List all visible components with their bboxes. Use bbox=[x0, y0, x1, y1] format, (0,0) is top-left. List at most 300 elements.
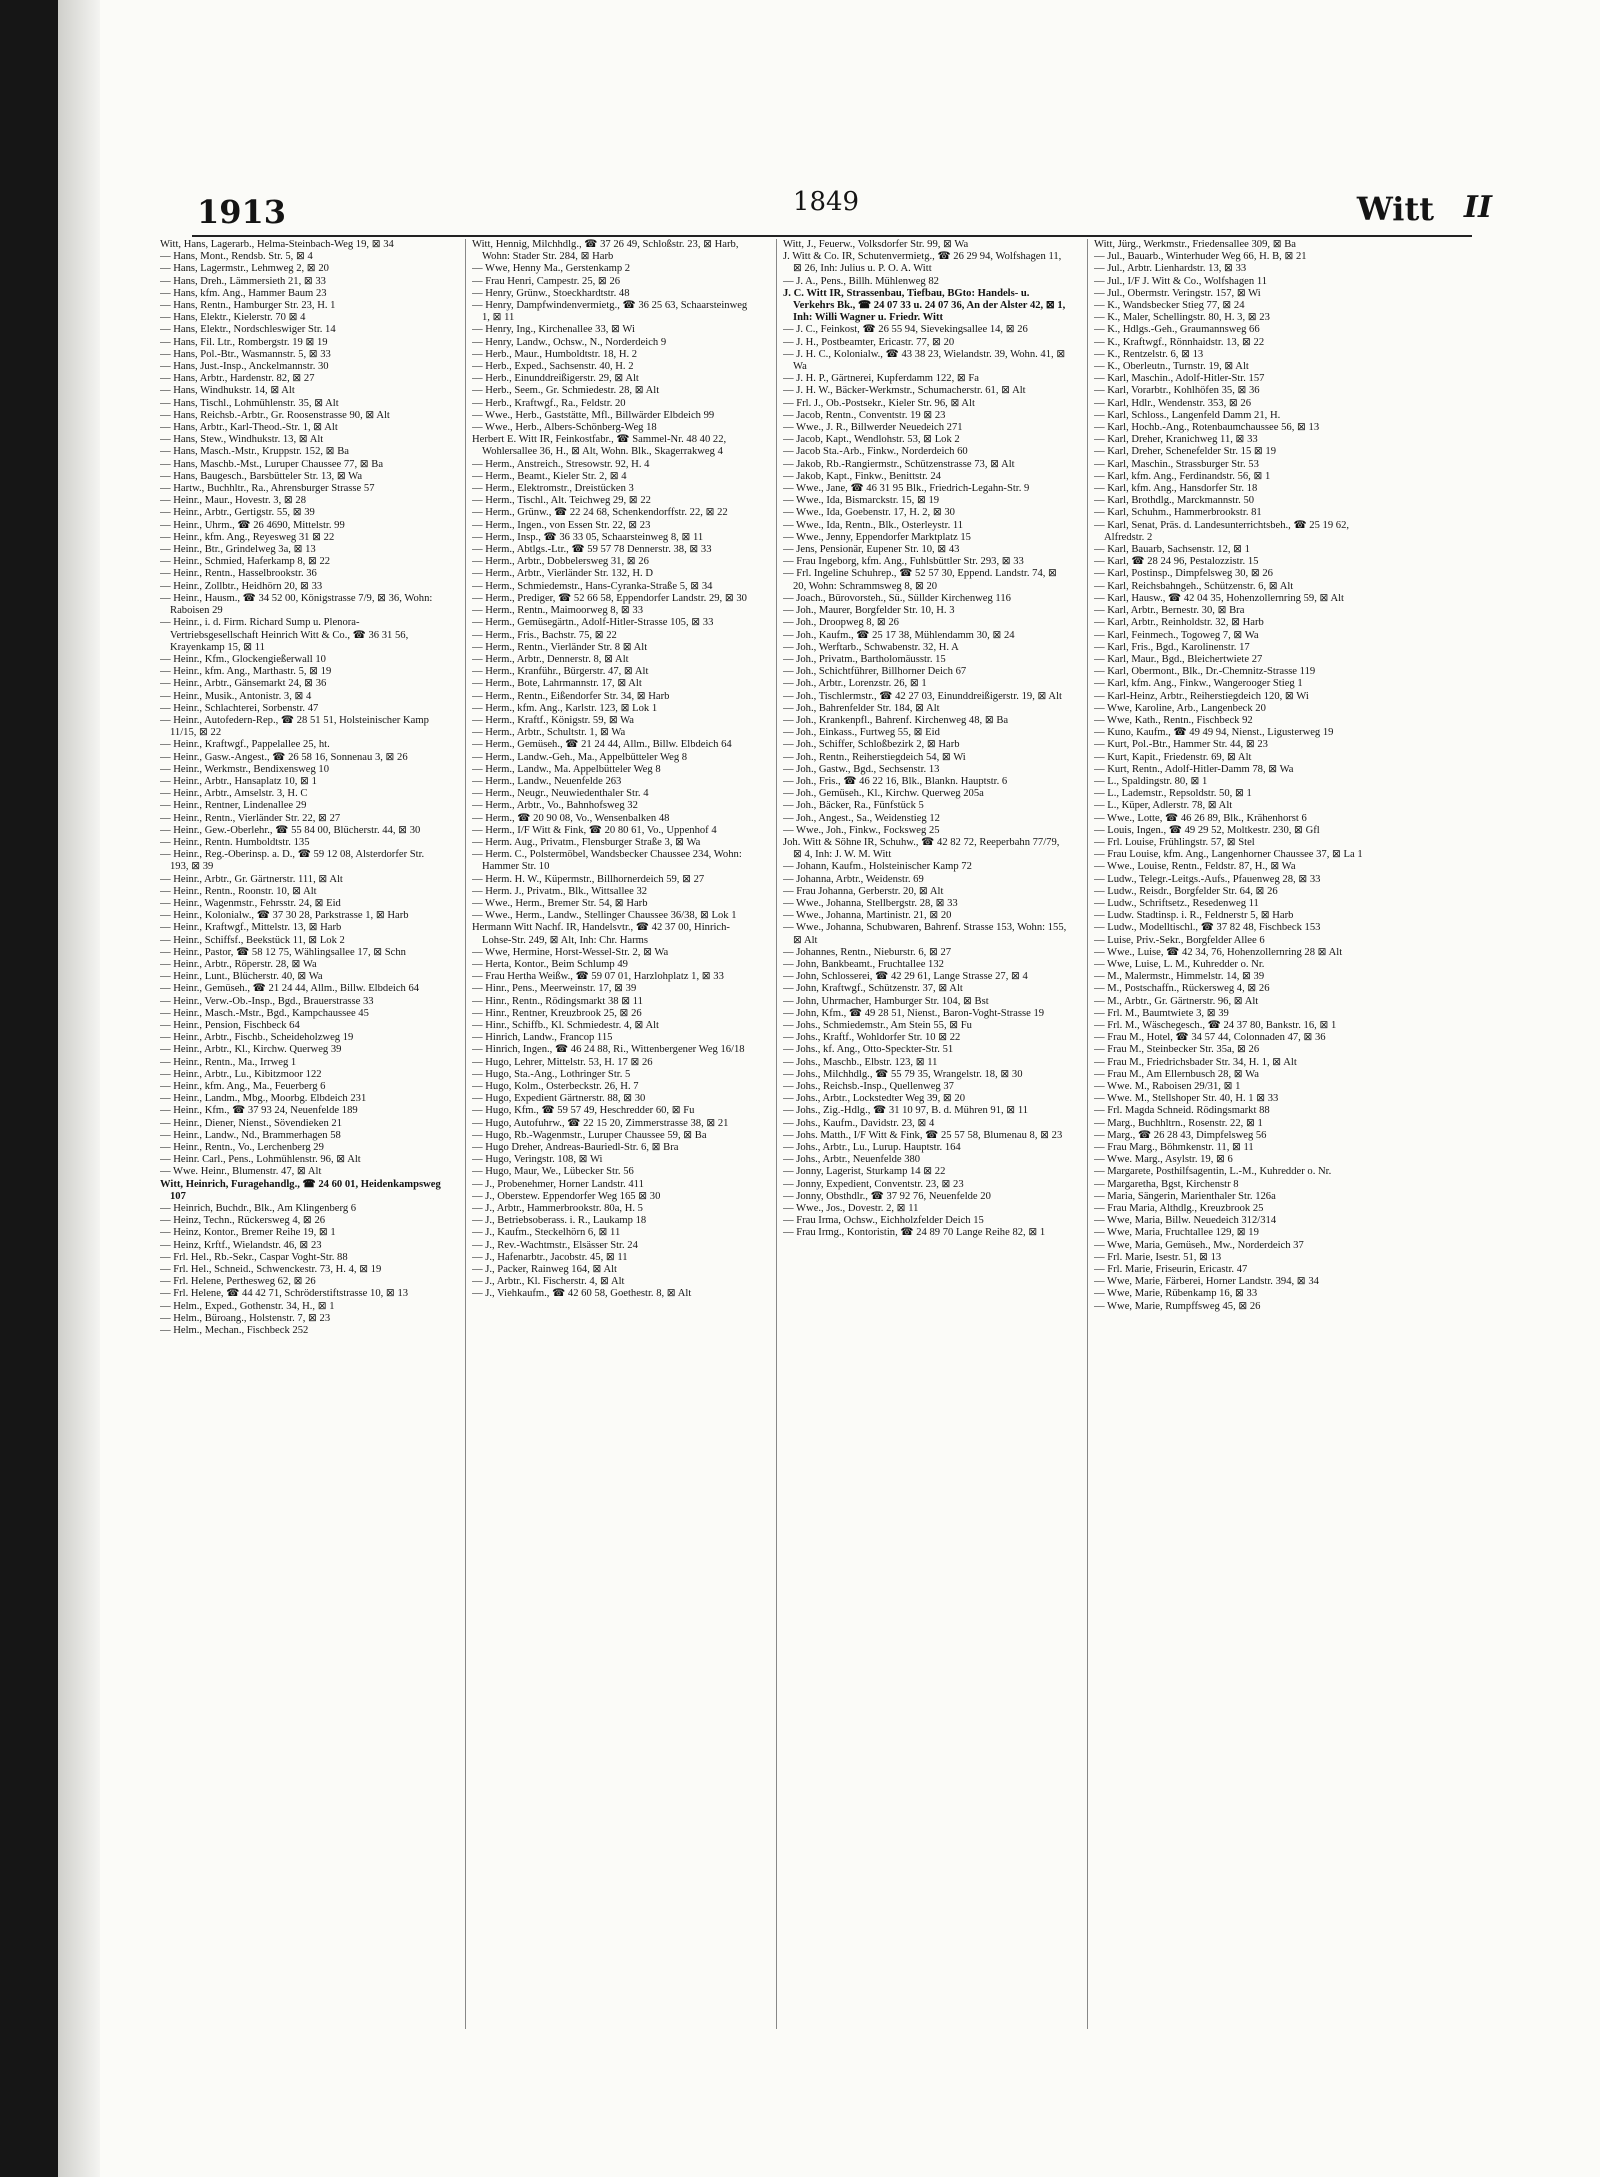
directory-entry: — Hans, Mont., Rendsb. Str. 5, ⊠ 4 bbox=[160, 251, 313, 263]
directory-entry: — J., Arbtr., Kl. Fischerstr. 4, ⊠ Alt bbox=[472, 1276, 625, 1288]
directory-entry: — Joach., Bürovorsteh., Sü., Süllder Kirchenweg 116 bbox=[783, 592, 1011, 604]
directory-entry: — Wwe. Heinr., Blumenstr. 47, ⊠ Alt bbox=[160, 1166, 322, 1178]
directory-entry: — Herm., I/F Witt & Fink, ☎ 20 80 61, Vo., Uppenhof 4 bbox=[472, 824, 717, 836]
directory-entry: — Herm., Beamt., Kieler Str. 2, ⊠ 4 bbox=[472, 470, 627, 482]
directory-entry: — Herm., Landw., Neuenfelde 263 bbox=[472, 775, 622, 787]
directory-entry: — Karl, Maschin., Strassburger Str. 53 bbox=[1094, 458, 1259, 470]
directory-entry: — Johanna, Arbtr., Weidenstr. 69 bbox=[783, 873, 924, 885]
directory-entry: — Jonny, Obsthdlr., ☎ 37 92 76, Neuenfelde 20 bbox=[783, 1190, 991, 1202]
directory-entry: — Frl. J., Ob.-Postsekr., Kieler Str. 96, ⊠ Alt bbox=[783, 397, 975, 409]
directory-entry: — Hans, Rentn., Hamburger Str. 23, H. 1 bbox=[160, 300, 336, 312]
page-header bbox=[132, 175, 1552, 235]
directory-entry: — Heinr., Werkmstr., Bendixensweg 10 bbox=[160, 763, 330, 775]
directory-entry: — Hugo, Maur, We., Lübecker Str. 56 bbox=[472, 1166, 634, 1178]
directory-entry: — Frau Ingeborg, kfm. Ang., Fuhlsbüttler Str. 293, ⊠ 33 bbox=[783, 556, 1024, 568]
directory-entry: — Hugo, Kolm., Osterbeckstr. 26, H. 7 bbox=[472, 1081, 639, 1093]
directory-entry: — Frl. Helene, ☎ 44 42 71, Schröderstiftstrasse 10, ⊠ 13 bbox=[160, 1288, 409, 1300]
directory-entry: — Hugo, Autofuhrw., ☎ 22 15 20, Zimmerstrasse 38, ⊠ 21 bbox=[472, 1117, 729, 1129]
directory-entry: — Karl, Hdlr., Wendenstr. 353, ⊠ 26 bbox=[1094, 397, 1252, 409]
directory-entry: — Herb., Exped., Sachsenstr. 40, H. 2 bbox=[472, 361, 634, 373]
directory-page bbox=[132, 175, 1552, 2055]
directory-entry: — Joh., Gemüseh., Kl., Kirchw. Querweg 205a bbox=[783, 788, 984, 800]
directory-entry: J. Witt & Co. IR, Schutenvermietg., ☎ 26 29 94, Wolfshagen 11, ⊠ 26, Inh: Julius u. P. O. A. Witt bbox=[783, 251, 1062, 275]
column-divider bbox=[1087, 239, 1088, 2029]
directory-entry: — Ludw., Reisdr., Borgfelder Str. 64, ⊠ 26 bbox=[1094, 885, 1278, 897]
directory-entry: — Johs., kf. Ang., Otto-Speckter-Str. 51 bbox=[783, 1044, 954, 1056]
directory-entry: — Jul., Bauarb., Winterhuder Weg 66, H. B, ⊠ 21 bbox=[1094, 251, 1307, 263]
directory-entry: — Wwe, Maria, Fruchtallee 129, ⊠ 19 bbox=[1094, 1227, 1259, 1239]
directory-entry: — Wwe., Joh., Finkw., Focksweg 25 bbox=[783, 824, 940, 836]
directory-entry: — Heinr., Hausm., ☎ 34 52 00, Königstrasse 7/9, ⊠ 36, Wohn: Raboisen 29 bbox=[160, 592, 433, 617]
directory-entry: — Heinr., kfm. Ang., Reyesweg 31 ⊠ 22 bbox=[160, 531, 335, 543]
directory-entry: — Johs., Maschb., Elbstr. 123, ⊠ 11 bbox=[783, 1056, 938, 1068]
directory-entry: — Joh., Arbtr., Lorenzstr. 26, ⊠ 1 bbox=[783, 678, 927, 690]
directory-entry: — Heinr., Arbtr., Lu., Kibitzmoor 122 bbox=[160, 1068, 322, 1080]
directory-entry: — Frl. Louise, Frühlingstr. 57, ⊠ Stel bbox=[1094, 836, 1255, 848]
directory-entry: — Wwe. Marg., Asylstr. 19, ⊠ 6 bbox=[1094, 1154, 1233, 1166]
directory-entry: — Wwe. M., Raboisen 29/31, ⊠ 1 bbox=[1094, 1081, 1241, 1093]
directory-entry: — Herm. H. W., Küpermstr., Billhornerdeich 59, ⊠ 27 bbox=[472, 873, 705, 885]
directory-entry: — Wwe, Karoline, Arb., Langenbeck 20 bbox=[1094, 702, 1266, 714]
directory-entry: — Heinr., Arbtr., Kl., Kirchw. Querweg 39 bbox=[160, 1044, 342, 1056]
directory-entry: — Heinz, Techn., Rückersweg 4, ⊠ 26 bbox=[160, 1215, 326, 1227]
directory-entry: — Karl, Dreher, Schenefelder Str. 15 ⊠ 19 bbox=[1094, 446, 1277, 458]
directory-entry: — K., Kraftwgf., Rönnhaidstr. 13, ⊠ 22 bbox=[1094, 336, 1265, 348]
directory-entry: — Hugo, Kfm., ☎ 59 57 49, Heschredder 60, ⊠ Fu bbox=[472, 1105, 695, 1117]
directory-entry: — Hugo, Lehrer, Mittelstr. 53, H. 17 ⊠ 26 bbox=[472, 1056, 653, 1068]
directory-entry: — Herta, Kontor., Beim Schlump 49 bbox=[472, 958, 628, 970]
directory-entry: — Frl. Hel., Rb.-Sekr., Caspar Voght-Str. 88 bbox=[160, 1251, 348, 1263]
directory-entry: — Heinrich, Buchdr., Blk., Am Klingenberg 6 bbox=[160, 1203, 357, 1215]
directory-entry: — John, Kfm., ☎ 49 28 51, Nienst., Baron-Voght-Strasse 19 bbox=[783, 1007, 1045, 1019]
directory-entry: — Heinr., Verw.-Ob.-Insp., Bgd., Brauerstrasse 33 bbox=[160, 995, 374, 1007]
directory-entry: — Heinr., Zollbtr., Heidhörn 20, ⊠ 33 bbox=[160, 580, 323, 592]
directory-entry: — J., Arbtr., Hammerbrookstr. 80a, H. 5 bbox=[472, 1203, 643, 1215]
directory-entry: — Henry, Grünw., Stoeckhardtstr. 48 bbox=[472, 287, 630, 299]
directory-entry: — Wwe., J. R., Billwerder Neuedeich 271 bbox=[783, 422, 963, 434]
directory-entry: — Herm., Landw.-Geh., Ma., Appelbütteler Weg 8 bbox=[472, 751, 688, 763]
column-4 bbox=[1094, 239, 1379, 2039]
directory-entry: — Herm., Bote, Lahrmannstr. 17, ⊠ Alt bbox=[472, 678, 642, 690]
directory-entry: — Hans, Stew., Windhukstr. 13, ⊠ Alt bbox=[160, 434, 324, 446]
directory-entry: — Wwe., Jenny, Eppendorfer Marktplatz 15 bbox=[783, 531, 971, 543]
directory-entry: — Wwe., Johanna, Stellbergstr. 28, ⊠ 33 bbox=[783, 897, 958, 909]
directory-entry: — Wwe., Luise, ☎ 42 34, 76, Hohenzollernring 28 ⊠ Alt bbox=[1094, 946, 1343, 958]
directory-entry: — Frau Hertha Weißw., ☎ 59 07 01, Harzlohplatz 1, ⊠ 33 bbox=[472, 971, 724, 983]
directory-entry: — Heinr., Arbtr., Hansaplatz 10, ⊠ 1 bbox=[160, 775, 317, 787]
column-1 bbox=[160, 239, 445, 2039]
directory-entry: — Jonny, Expedient, Conventstr. 23, ⊠ 23 bbox=[783, 1178, 964, 1190]
directory-entry: — M., Postschaffn., Rückersweg 4, ⊠ 26 bbox=[1094, 983, 1270, 995]
directory-entry: — Heinr., Kraftwgf., Mittelstr. 13, ⊠ Harb bbox=[160, 922, 342, 934]
directory-entry: — Joh., Maurer, Borgfelder Str. 10, H. 3 bbox=[783, 605, 955, 617]
directory-entry: — Heinr., Landm., Mbg., Moorbg. Elbdeich 231 bbox=[160, 1093, 367, 1105]
directory-entry: — Joh., Einkass., Furtweg 55, ⊠ Eid bbox=[783, 727, 940, 739]
directory-entry: — Joh., Bahrenfelder Str. 184, ⊠ Alt bbox=[783, 702, 940, 714]
directory-entry: — Heinr., Schlachterei, Sorbenstr. 47 bbox=[160, 702, 319, 714]
directory-entry: — Hans, Pol.-Btr., Wasmannstr. 5, ⊠ 33 bbox=[160, 348, 331, 360]
header-page-number: 1849 bbox=[792, 187, 860, 217]
directory-entry: — Karl, Vorarbtr., Kohlhöfen 35, ⊠ 36 bbox=[1094, 385, 1260, 397]
directory-entry: Witt, Jürg., Werkmstr., Friedensallee 309, ⊠ Ba bbox=[1094, 239, 1296, 250]
directory-entry: — Henry, Landw., Ochsw., N., Norderdeich 9 bbox=[472, 336, 667, 348]
directory-entry: — Joh., Droopweg 8, ⊠ 26 bbox=[783, 617, 899, 629]
directory-entry: — Kuno, Kaufm., ☎ 49 49 94, Nienst., Ligusterweg 19 bbox=[1094, 727, 1334, 739]
directory-entry: — Karl, Arbtr., Bernestr. 30, ⊠ Bra bbox=[1094, 605, 1245, 617]
directory-entry: — Jakob, Kapt., Finkw., Benittstr. 24 bbox=[783, 470, 941, 482]
directory-entry: — Jul., I/F J. Witt & Co., Wolfshagen 11 bbox=[1094, 275, 1268, 287]
directory-entry: — Wwe, Marie, Färberei, Horner Landstr. 394, ⊠ 34 bbox=[1094, 1276, 1319, 1288]
directory-entry: — Frau M., Am Ellernbusch 28, ⊠ Wa bbox=[1094, 1068, 1259, 1080]
directory-entry: — Hans, Baugesch., Barsbütteler Str. 13, ⊠ Wa bbox=[160, 470, 363, 482]
directory-entry: — Heinr., Arbtr., Röperstr. 28, ⊠ Wa bbox=[160, 958, 317, 970]
directory-entry: — Herm., Anstreich., Stresowstr. 92, H. 4 bbox=[472, 458, 650, 470]
directory-entry: — Hinr., Rentn., Rödingsmarkt 38 ⊠ 11 bbox=[472, 995, 643, 1007]
directory-entry: — Wwe, Maria, Billw. Neuedeich 312/314 bbox=[1094, 1215, 1277, 1227]
directory-entry: — J., Oberstew. Eppendorfer Weg 165 ⊠ 30 bbox=[472, 1190, 661, 1202]
directory-entry: — Hartw., Buchhltr., Ra., Ahrensburger Strasse 57 bbox=[160, 483, 375, 495]
directory-entry: — Hans, Dreh., Lämmersieth 21, ⊠ 33 bbox=[160, 275, 326, 287]
directory-entry: Herbert E. Witt IR, Feinkostfabr., ☎ Sammel-Nr. 48 40 22, Wohlersallee 36, H., ⊠ Alt, Wohn. Blk., Skagerrakweg 4 bbox=[472, 434, 727, 458]
directory-entry: — Wwe., Herb., Albers-Schönberg-Weg 18 bbox=[472, 422, 657, 434]
directory-entry: — Kurt, Kapit., Friedenstr. 69, ⊠ Alt bbox=[1094, 751, 1252, 763]
directory-entry: — Joh., Fris., ☎ 46 22 16, Blk., Blankn. Hauptstr. 6 bbox=[783, 775, 1008, 787]
directory-entry: — Johs., Kraftf., Wohldorfer Str. 10 ⊠ 22 bbox=[783, 1032, 961, 1044]
directory-entry: — Johs., Schmiedemstr., Am Stein 55, ⊠ Fu bbox=[783, 1020, 972, 1031]
directory-entry: — Heinr., Gasw.-Angest., ☎ 26 58 16, Sonnenau 3, ⊠ 26 bbox=[160, 751, 408, 763]
directory-entry: — J. C., Feinkost, ☎ 26 55 94, Sievekingsallee 14, ⊠ 26 bbox=[783, 324, 1028, 336]
directory-entry: — L., Lademstr., Repsoldstr. 50, ⊠ 1 bbox=[1094, 788, 1252, 800]
directory-entry: — Karl, Arbtr., Reinholdstr. 32, ⊠ Harb bbox=[1094, 617, 1264, 629]
directory-entry: — Herb., Kraftwgf., Ra., Feldstr. 20 bbox=[472, 397, 626, 409]
directory-entry: — Wwe, Henny Ma., Gerstenkamp 2 bbox=[472, 263, 631, 275]
directory-entry: — J. H. W., Bäcker-Werkmstr., Schumacherstr. 61, ⊠ Alt bbox=[783, 385, 1026, 397]
directory-entry: — Wwe., Ida, Bismarckstr. 15, ⊠ 19 bbox=[783, 495, 940, 507]
directory-entry: — Herb., Einunddreißigerstr. 29, ⊠ Alt bbox=[472, 373, 639, 385]
directory-entry: — J., Hafenarbtr., Jacobstr. 45, ⊠ 11 bbox=[472, 1251, 628, 1263]
directory-entry: — Heinr., Reg.-Oberinsp. a. D., ☎ 59 12 08, Alsterdorfer Str. 193, ⊠ 39 bbox=[160, 849, 425, 873]
directory-entry: — Heinr., Arbtr., Amselstr. 3, H. C bbox=[160, 788, 308, 800]
directory-entry: — Heinr., Uhrm., ☎ 26 4690, Mittelstr. 99 bbox=[160, 519, 345, 531]
directory-entry: — Herm., Kraftf., Königstr. 59, ⊠ Wa bbox=[472, 714, 634, 726]
directory-entry: — Heinr., Wagenmstr., Fehrsstr. 24, ⊠ Eid bbox=[160, 897, 341, 909]
directory-entry: — Wwe, Marie, Rübenkamp 16, ⊠ 33 bbox=[1094, 1288, 1258, 1300]
directory-entry: — Wwe., Herm., Landw., Stellinger Chaussee 36/38, ⊠ Lok 1 bbox=[472, 910, 737, 922]
directory-entry: — Herm., Rentn., Maimoorweg 8, ⊠ 33 bbox=[472, 605, 643, 617]
directory-entry: — Johannes, Rentn., Nieburstr. 6, ⊠ 27 bbox=[783, 946, 952, 958]
directory-entry: J. C. Witt IR, Strassenbau, Tiefbau, BGto: Handels- u. Verkehrs Bk., ☎ 24 07 33 u. 24 07 36, An der Alster 42, ⊠ 1, Inh: Willi Wagner u. Friedr. Witt bbox=[783, 287, 1066, 324]
directory-entry: — Frau Johanna, Gerberstr. 20, ⊠ Alt bbox=[783, 885, 944, 897]
directory-entry: — Heinr., Kraftwgf., Pappelallee 25, ht. bbox=[160, 739, 330, 751]
directory-entry: — Heinr., Arbtr., Gänsemarkt 24, ⊠ 36 bbox=[160, 678, 327, 690]
directory-entry: — Joh., Tischlermstr., ☎ 42 27 03, Einunddreißigerstr. 19, ⊠ Alt bbox=[783, 690, 1062, 702]
directory-entry: Witt, Hennig, Milchhdlg., ☎ 37 26 49, Schloßstr. 23, ⊠ Harb, Wohn: Stader Str. 284, ⊠ Harb bbox=[472, 239, 739, 263]
directory-entry: — Herm., Fris., Bachstr. 75, ⊠ 22 bbox=[472, 629, 617, 641]
directory-entry: — Heinr., Arbtr., Gertigstr. 55, ⊠ 39 bbox=[160, 507, 315, 519]
header-keyword: Witt bbox=[1356, 190, 1434, 228]
directory-entry: — Heinr., Rentn. Humboldtstr. 135 bbox=[160, 836, 310, 848]
directory-entry: — Herm., Prediger, ☎ 52 66 58, Eppendorfer Landstr. 29, ⊠ 30 bbox=[472, 592, 747, 604]
directory-entry: — Herb., Maur., Humboldtstr. 18, H. 2 bbox=[472, 348, 638, 360]
directory-entry: — J., Probenehmer, Horner Landstr. 411 bbox=[472, 1178, 644, 1190]
directory-entry: — Karl, Senat, Präs. d. Landesunterrichtsbeh., ☎ 25 19 62, Alfredstr. 2 bbox=[1094, 519, 1350, 543]
directory-entry: — Heinr., Rentn., Vo., Lerchenberg 29 bbox=[160, 1142, 324, 1154]
directory-entry: — Herm., Schmiedemstr., Hans-Cyranka-Straße 5, ⊠ 34 bbox=[472, 580, 713, 592]
directory-entry: — Hans, Arbtr., Karl-Theod.-Str. 1, ⊠ Alt bbox=[160, 422, 338, 434]
directory-entry: — Herb., Seem., Gr. Schmiedestr. 28, ⊠ Alt bbox=[472, 385, 660, 397]
directory-entry: — Heinr., Maur., Hovestr. 3, ⊠ 28 bbox=[160, 495, 306, 507]
directory-entry: — Hugo, Veringstr. 108, ⊠ Wi bbox=[472, 1154, 603, 1166]
directory-entry: — Heinr., Pension, Fischbeck 64 bbox=[160, 1020, 300, 1031]
directory-entry: — Heinr., Kfm., Glockengießerwall 10 bbox=[160, 653, 326, 665]
directory-entry: — John, Uhrmacher, Hamburger Str. 104, ⊠ Bst bbox=[783, 995, 989, 1007]
directory-entry: — Karl, Schuhm., Hammerbrookstr. 81 bbox=[1094, 507, 1262, 519]
directory-entry: — Hans, Windhukstr. 14, ⊠ Alt bbox=[160, 385, 295, 397]
directory-entry: — Margaretha, Bgst, Kirchenstr 8 bbox=[1094, 1178, 1239, 1190]
directory-entry: — Jacob Sta.-Arb., Finkw., Norderdeich 60 bbox=[783, 446, 968, 458]
directory-entry: — Hugo, Expedient Gärtnerstr. 88, ⊠ 30 bbox=[472, 1093, 646, 1105]
directory-entry: — L., Spaldingstr. 80, ⊠ 1 bbox=[1094, 775, 1208, 787]
directory-entry: — Frl. M., Wäschegesch., ☎ 24 37 80, Bankstr. 16, ⊠ 1 bbox=[1094, 1020, 1337, 1031]
directory-entry: — Helm., Exped., Gothenstr. 34, H., ⊠ 1 bbox=[160, 1300, 335, 1312]
directory-entry: — Hans, Reichsb.-Arbtr., Gr. Roosenstrasse 90, ⊠ Alt bbox=[160, 409, 390, 421]
directory-entry: — Wwe., Jane, ☎ 46 31 95 Blk., Friedrich-Legahn-Str. 9 bbox=[783, 483, 1030, 495]
directory-entry: — Ludw., Telegr.-Leitgs.-Aufs., Pfauenweg 28, ⊠ 33 bbox=[1094, 873, 1321, 885]
directory-entry: — Hans, Tischl., Lohmühlenstr. 35, ⊠ Alt bbox=[160, 397, 339, 409]
directory-entry: — Heinr., Gemüseh., ☎ 21 24 44, Allm., Billw. Elbdeich 64 bbox=[160, 983, 420, 995]
directory-entry: — Johs., Arbtr., Neuenfelde 380 bbox=[783, 1154, 921, 1166]
directory-entry: — Margarete, Posthilfsagentin, L.-M., Kuhredder o. Nr. bbox=[1094, 1166, 1332, 1178]
directory-entry: — Wwe, Kath., Rentn., Fischbeck 92 bbox=[1094, 714, 1253, 726]
directory-entry: — Karl, Fris., Bgd., Karolinenstr. 17 bbox=[1094, 641, 1250, 653]
directory-entry: — Joh., Schiffer, Schloßbezirk 2, ⊠ Harb bbox=[783, 739, 960, 751]
directory-entry: — Wwe., Ida, Rentn., Blk., Osterleystr. 11 bbox=[783, 519, 964, 531]
directory-entry: Joh. Witt & Söhne IR, Schuhw., ☎ 42 82 72, Reeperbahn 77/79, ⊠ 4, Inh: J. W. M. Witt bbox=[783, 836, 1060, 861]
directory-entry: — Joh., Kaufm., ☎ 25 17 38, Mühlendamm 30, ⊠ 24 bbox=[783, 629, 1015, 641]
directory-entry: — J., Viehkaufm., ☎ 42 60 58, Goethestr. 8, ⊠ Alt bbox=[472, 1288, 692, 1300]
directory-entry: — Jonny, Lagerist, Sturkamp 14 ⊠ 22 bbox=[783, 1166, 946, 1178]
directory-entry: — Herm., Arbtr., Vierländer Str. 132, H. D bbox=[472, 568, 654, 580]
directory-entry: — Frau Maria, Althdlg., Kreuzbrook 25 bbox=[1094, 1203, 1264, 1215]
directory-entry: — Karl, Maur., Bgd., Bleichertwiete 27 bbox=[1094, 653, 1263, 665]
directory-entry: — J. A., Pens., Billh. Mühlenweg 82 bbox=[783, 275, 939, 287]
directory-entry: — Heinr., Rentner, Lindenallee 29 bbox=[160, 800, 307, 812]
directory-entry: — Heinr. Carl., Pens., Lohmühlenstr. 96, ⊠ Alt bbox=[160, 1154, 361, 1166]
directory-entry: — Herm., Kranführ., Bürgerstr. 47, ⊠ Alt bbox=[472, 666, 649, 678]
directory-entry: — Jul., Arbtr. Lienhardstr. 13, ⊠ 33 bbox=[1094, 263, 1247, 275]
directory-entry: — Kurt, Pol.-Btr., Hammer Str. 44, ⊠ 23 bbox=[1094, 739, 1268, 751]
directory-entry: — Herm., Landw., Ma. Appelbütteler Weg 8 bbox=[472, 763, 661, 775]
directory-entry: — Hugo, Sta.-Ang., Lothringer Str. 5 bbox=[472, 1068, 631, 1080]
directory-entry: — Wwe., Herm., Bremer Str. 54, ⊠ Harb bbox=[472, 897, 648, 909]
directory-entry: — Helm., Mechan., Fischbeck 252 bbox=[160, 1325, 309, 1337]
directory-entry: — Ludw. Stadtinsp. i. R., Feldnerstr 5, ⊠ Harb bbox=[1094, 910, 1294, 922]
directory-entry: — Heinr., Schmied, Haferkamp 8, ⊠ 22 bbox=[160, 556, 331, 568]
directory-entry: — Frl. Hel., Schneid., Schwenckestr. 73, H. 4, ⊠ 19 bbox=[160, 1264, 382, 1276]
directory-entry: — Hugo, Rb.-Wagenmstr., Luruper Chaussee 59, ⊠ Ba bbox=[472, 1129, 707, 1141]
directory-entry: — Herm., Abtlgs.-Ltr., ☎ 59 57 78 Dennerstr. 38, ⊠ 33 bbox=[472, 544, 712, 556]
directory-entry: Witt, Heinrich, Furagehandlg., ☎ 24 60 01, Heidenkampsweg 107 bbox=[160, 1178, 441, 1202]
directory-entry: — J. H. C., Kolonialw., ☎ 43 38 23, Wielandstr. 39, Wohn. 41, ⊠ Wa bbox=[783, 348, 1066, 373]
directory-entry: — Frl. M., Baumtwiete 3, ⊠ 39 bbox=[1094, 1007, 1229, 1019]
directory-entry: — Frau M., Steinbecker Str. 35a, ⊠ 26 bbox=[1094, 1044, 1260, 1056]
directory-entry: — Joh., Rentn., Reiherstiegdeich 54, ⊠ Wi bbox=[783, 751, 966, 763]
directory-entry: — Herm., Tischl., Alt. Teichweg 29, ⊠ 22 bbox=[472, 495, 651, 507]
directory-entry: — Karl, Dreher, Kranichweg 11, ⊠ 33 bbox=[1094, 434, 1258, 446]
directory-entry: — Heinr., Autofedern-Rep., ☎ 28 51 51, Holsteinischer Kamp 11/15, ⊠ 22 bbox=[160, 714, 429, 739]
directory-entry: — Herm., Arbtr., Schultstr. 1, ⊠ Wa bbox=[472, 727, 626, 739]
directory-entry: — Heinr., Arbtr., Fischb., Scheideholzweg 19 bbox=[160, 1032, 354, 1044]
directory-entry: — Hinrich, Ingen., ☎ 46 24 88, Ri., Wittenbergener Weg 16/18 bbox=[472, 1044, 745, 1056]
directory-entry: — Herm., Arbtr., Vo., Bahnhofsweg 32 bbox=[472, 800, 638, 812]
directory-entry: — Frau M., Hotel, ☎ 34 57 44, Colonnaden 47, ⊠ 36 bbox=[1094, 1032, 1326, 1044]
page-gutter-shadow bbox=[58, 0, 100, 2177]
directory-entry: — Jens, Pensionär, Eupener Str. 10, ⊠ 43 bbox=[783, 544, 960, 556]
directory-entry: — Wwe., Louise, Rentn., Feldstr. 87, H., ⊠ Wa bbox=[1094, 861, 1296, 873]
directory-entry: — K., Wandsbecker Stieg 77, ⊠ 24 bbox=[1094, 300, 1245, 312]
directory-entry: — Wwe., Ida, Goebenstr. 17, H. 2, ⊠ 30 bbox=[783, 507, 955, 519]
directory-entry: — Wwe, Hermine, Horst-Wessel-Str. 2, ⊠ Wa bbox=[472, 946, 669, 958]
directory-entry: — Heinr., Musik., Antonistr. 3, ⊠ 4 bbox=[160, 690, 312, 702]
directory-entry: — Herm. Aug., Privatm., Flensburger Straße 3, ⊠ Wa bbox=[472, 836, 701, 848]
directory-entry: — Hinr., Schiffb., Kl. Schmiedestr. 4, ⊠ Alt bbox=[472, 1020, 660, 1031]
directory-entry: — M., Malermstr., Himmelstr. 14, ⊠ 39 bbox=[1094, 971, 1265, 983]
directory-entry: — Karl, Obermont., Blk., Dr.-Chemnitz-Strasse 119 bbox=[1094, 666, 1316, 678]
directory-entry: — J., Kaufm., Steckelhörn 6, ⊠ 11 bbox=[472, 1227, 621, 1239]
directory-entry: Hermann Witt Nachf. IR, Handelsvtr., ☎ 42 37 00, Hinrich-Lohse-Str. 249, ⊠ Alt, Inh: Chr. Harms bbox=[472, 922, 730, 946]
directory-entry: — Wwe, Luise, L. M., Kuhredder o. Nr. bbox=[1094, 958, 1265, 970]
directory-entry: — Karl, Feinmech., Togoweg 7, ⊠ Wa bbox=[1094, 629, 1259, 641]
directory-entry: — K., Hdlgs.-Geh., Graumannsweg 66 bbox=[1094, 324, 1260, 336]
directory-entry: — Heinr., Kfm., ☎ 37 93 24, Neuenfelde 189 bbox=[160, 1105, 358, 1117]
directory-entry: — Hans, Masch.-Mstr., Kruppstr. 152, ⊠ Ba bbox=[160, 446, 349, 458]
directory-entry: — Karl, Postinsp., Dimpfelsweg 30, ⊠ 26 bbox=[1094, 568, 1273, 580]
directory-entry: Witt, Hans, Lagerarb., Helma-Steinbach-Weg 19, ⊠ 34 bbox=[160, 239, 394, 250]
directory-entry: — Hans, kfm. Ang., Hammer Baum 23 bbox=[160, 287, 327, 299]
header-rule bbox=[192, 235, 1472, 237]
directory-entry: — J., Betriebsoberass. i. R., Laukamp 18 bbox=[472, 1215, 647, 1227]
directory-entry: — Karl-Heinz, Arbtr., Reiherstiegdeich 120, ⊠ Wi bbox=[1094, 690, 1309, 702]
directory-entry: — K., Maler, Schellingstr. 80, H. 3, ⊠ 23 bbox=[1094, 312, 1270, 324]
directory-entry: — Joh., Schichtführer, Billhorner Deich 67 bbox=[783, 666, 967, 678]
directory-entry: — Heinr., Btr., Grindelweg 3a, ⊠ 13 bbox=[160, 544, 316, 556]
directory-entry: — Jul., Obermstr. Veringstr. 157, ⊠ Wi bbox=[1094, 287, 1261, 299]
directory-entry: — Jacob, Kapt., Wendlohstr. 53, ⊠ Lok 2 bbox=[783, 434, 960, 446]
directory-entry: — Karl, kfm. Ang., Finkw., Wangerooger Stieg 1 bbox=[1094, 678, 1303, 690]
directory-entry: — Marg., ☎ 26 28 43, Dimpfelsweg 56 bbox=[1094, 1129, 1267, 1141]
directory-entry: — L., Küper, Adlerstr. 78, ⊠ Alt bbox=[1094, 800, 1233, 812]
column-3 bbox=[783, 239, 1068, 2039]
directory-entry: — Heinr., Schiffsf., Beekstück 11, ⊠ Lok 2 bbox=[160, 934, 345, 946]
directory-entry: — Frl. Ingeline Schuhrep., ☎ 52 57 30, Eppend. Landstr. 74, ⊠ 20, Wohn: Schrammsweg 8, ⊠ 20 bbox=[783, 568, 1057, 592]
scan-dark-border bbox=[0, 0, 58, 2177]
directory-entry: — Heinz, Kontor., Bremer Reihe 19, ⊠ 1 bbox=[160, 1227, 336, 1239]
directory-entry: — Heinr., kfm. Ang., Marthastr. 5, ⊠ 19 bbox=[160, 666, 332, 678]
directory-entry: — Hans, Fil. Ltr., Rombergstr. 19 ⊠ 19 bbox=[160, 336, 328, 348]
directory-entry: — Joh., Angest., Sa., Weidenstieg 12 bbox=[783, 812, 940, 824]
directory-entry: — Heinz, Krftf., Wielandstr. 46, ⊠ 23 bbox=[160, 1239, 322, 1251]
directory-entry: — Frau Irmg., Kontoristin, ☎ 24 89 70 Lange Reihe 82, ⊠ 1 bbox=[783, 1227, 1046, 1239]
directory-entry: — Henry, Ing., Kirchenallee 33, ⊠ Wi bbox=[472, 324, 635, 336]
directory-entry: — Herm., Arbtr., Dennerstr. 8, ⊠ Alt bbox=[472, 653, 629, 665]
directory-entry: — Herm., Neugr., Neuwiedenthaler Str. 4 bbox=[472, 788, 649, 800]
column-divider bbox=[776, 239, 777, 2029]
directory-entry: — Frau Louise, kfm. Ang., Langenhorner Chaussee 37, ⊠ La 1 bbox=[1094, 849, 1363, 861]
directory-entry: — Joh., Bäcker, Ra., Fünfstück 5 bbox=[783, 800, 924, 812]
directory-entry: — Heinr., Rentn., Hasselbrookstr. 36 bbox=[160, 568, 317, 580]
directory-entry: — Hinr., Pens., Meerweinstr. 17, ⊠ 39 bbox=[472, 983, 637, 995]
directory-entry: — Karl, Hochb.-Ang., Rotenbaumchaussee 56, ⊠ 13 bbox=[1094, 422, 1320, 434]
directory-entry: Witt, J., Feuerw., Volksdorfer Str. 99, ⊠ Wa bbox=[783, 239, 969, 250]
directory-entry: — J., Packer, Rainweg 164, ⊠ Alt bbox=[472, 1264, 617, 1276]
header-letters: II bbox=[1463, 190, 1492, 225]
directory-entry: — Ludw., Schriftsetz., Resedenweg 11 bbox=[1094, 897, 1259, 909]
directory-entry: — Herm., kfm. Ang., Karlstr. 123, ⊠ Lok 1 bbox=[472, 702, 658, 714]
directory-entry: — Karl, Maschin., Adolf-Hitler-Str. 157 bbox=[1094, 373, 1265, 385]
directory-entry: — Johann, Kaufm., Holsteinischer Kamp 72 bbox=[783, 861, 972, 873]
directory-entry: — J., Rev.-Wachtmstr., Elsässer Str. 24 bbox=[472, 1239, 638, 1251]
directory-entry: — Herm., Rentn., Eißendorfer Str. 34, ⊠ Harb bbox=[472, 690, 670, 702]
directory-entry: — Wwe., Johanna, Martinistr. 21, ⊠ 20 bbox=[783, 910, 952, 922]
directory-entry: — Herm. J., Privatm., Blk., Wittsallee 32 bbox=[472, 885, 648, 897]
directory-entry: — Helm., Bürоang., Holstenstr. 7, ⊠ 23 bbox=[160, 1312, 331, 1324]
directory-entry: — John, Bankbeamt., Fruchtallee 132 bbox=[783, 958, 944, 970]
directory-entry: — Heinr., i. d. Firm. Richard Sump u. Plenora-Vertriebsgesellschaft Heinrich Witt & Co., ☎ 36 31 56, Krayenkamp 15, ⊠ 11 bbox=[160, 617, 409, 653]
directory-entry: — Hans, Maschb.-Mst., Luruper Chaussee 77, ⊠ Ba bbox=[160, 458, 384, 470]
directory-entry: — K., Oberleutn., Turnstr. 19, ⊠ Alt bbox=[1094, 361, 1249, 373]
directory-entry: — Frl. Helene, Perthesweg 62, ⊠ 26 bbox=[160, 1276, 316, 1288]
directory-entry: — Frl. Magda Schneid. Rödingsmarkt 88 bbox=[1094, 1105, 1270, 1117]
directory-entry: — Johs., Milchhdlg., ☎ 55 79 35, Wrangelstr. 18, ⊠ 30 bbox=[783, 1068, 1023, 1080]
directory-entry: — Heinr., Kolonialw., ☎ 37 30 28, Parkstrasse 1, ⊠ Harb bbox=[160, 910, 409, 922]
directory-entry: — Johs., Arbtr., Lu., Lurup. Hauptstr. 164 bbox=[783, 1142, 961, 1154]
directory-entry: — Heinr., Rentn., Ma., Irrweg 1 bbox=[160, 1056, 297, 1068]
directory-entry: — Herm., Ingen., von Essen Str. 22, ⊠ 23 bbox=[472, 519, 651, 531]
directory-entry: — Hans, Lagermstr., Lehmweg 2, ⊠ 20 bbox=[160, 263, 329, 275]
directory-entry: — Wwe, Maria, Gemüseh., Mw., Norderdeich 37 bbox=[1094, 1239, 1304, 1251]
directory-entry: — Hans, Just.-Insp., Anckelmannstr. 30 bbox=[160, 361, 329, 373]
directory-entry: — Heinr., kfm. Ang., Ma., Feuerberg 6 bbox=[160, 1081, 326, 1093]
directory-entry: — M., Arbtr., Gr. Gärtnerstr. 96, ⊠ Alt bbox=[1094, 995, 1259, 1007]
directory-entry: — Herm., Insp., ☎ 36 33 05, Schaarsteinweg 8, ⊠ 11 bbox=[472, 531, 704, 543]
column-divider bbox=[465, 239, 466, 2029]
directory-entry: — Heinr., Rentn., Roonstr. 10, ⊠ Alt bbox=[160, 885, 317, 897]
directory-entry: — Hinrich, Landw., Francop 115 bbox=[472, 1032, 613, 1044]
directory-entry: — Louis, Ingen., ☎ 49 29 52, Moltkestr. 230, ⊠ Gfl bbox=[1094, 824, 1320, 836]
directory-entry: — Frau M., Friedrichsbader Str. 34, H. 1, ⊠ Alt bbox=[1094, 1056, 1297, 1068]
directory-entry: — Luise, Priv.-Sekr., Borgfelder Allee 6 bbox=[1094, 934, 1265, 946]
directory-entry: — Frl. Marie, Friseurin, Ericastr. 47 bbox=[1094, 1264, 1248, 1276]
directory-entry: — Herm., Rentn., Vierländer Str. 8 ⊠ Alt bbox=[472, 641, 648, 653]
directory-entry: — Frau Henri, Campestr. 25, ⊠ 26 bbox=[472, 275, 621, 287]
directory-entry: — Wwe., Johanna, Schubwaren, Bahrenf. Strasse 153, Wohn: 155, ⊠ Alt bbox=[783, 922, 1067, 946]
directory-entry: — Wwe, Marie, Rumpffsweg 45, ⊠ 26 bbox=[1094, 1300, 1261, 1312]
directory-entry: — Heinr., Pastor, ☎ 58 12 75, Wählingsallee 17, ⊠ Schn bbox=[160, 946, 406, 958]
directory-entry: — Herm., Grünw., ☎ 22 24 68, Schenkendorffstr. 22, ⊠ 22 bbox=[472, 507, 728, 519]
directory-entry: — Karl, ☎ 28 24 96, Pestalozzistr. 15 bbox=[1094, 556, 1259, 568]
directory-entry: — Herm., Arbtr., Dobbelersweg 31, ⊠ 26 bbox=[472, 556, 649, 568]
directory-entry: — Herm., Gemüseh., ☎ 21 24 44, Allm., Billw. Elbdeich 64 bbox=[472, 739, 732, 751]
directory-entry: — K., Rentzelstr. 6, ⊠ 13 bbox=[1094, 348, 1204, 360]
directory-entry: — Hans, Elektr., Kielerstr. 70 ⊠ 4 bbox=[160, 312, 306, 324]
directory-entry: — Jakob, Rb.-Rangiermstr., Schützenstrasse 73, ⊠ Alt bbox=[783, 458, 1015, 470]
directory-entry: — J. H., Postbeamter, Ericastr. 77, ⊠ 20 bbox=[783, 336, 955, 348]
directory-entry: — Hans, Elektr., Nordschleswiger Str. 14 bbox=[160, 324, 336, 336]
directory-entry: — Johs., Zig.-Hdlg., ☎ 31 10 97, B. d. Mühren 91, ⊠ 11 bbox=[783, 1105, 1029, 1117]
directory-entry: — Jacob, Rentn., Conventstr. 19 ⊠ 23 bbox=[783, 409, 946, 421]
directory-entry: — Johs., Arbtr., Lockstedter Weg 39, ⊠ 20 bbox=[783, 1093, 966, 1105]
directory-entry: — Joh., Gastw., Bgd., Sechsenstr. 13 bbox=[783, 763, 940, 775]
